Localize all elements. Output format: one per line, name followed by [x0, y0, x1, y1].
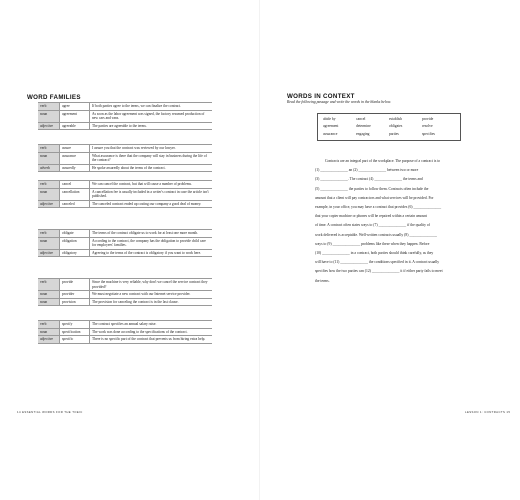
part-of-speech: adjective [38, 250, 59, 257]
part-of-speech: noun [38, 329, 59, 336]
right-page [260, 0, 520, 500]
passage-line-text: of time. A contract often states ways to (7) _______________ if the quality of [315, 223, 430, 228]
word-family-row [38, 189, 212, 201]
example-sentence: A cancellation fee is usually included in a writer's contract in case the article isn't published. [89, 189, 212, 200]
passage-line-text: (10) _______________ in a contract, both parties should think carefully, as they [315, 251, 434, 256]
word-form: obligatory [59, 250, 89, 257]
part-of-speech: adjective [38, 201, 59, 208]
passage-line [315, 231, 490, 240]
passage-line-text: amount that a client will pay contractors and what services will be provided. For [315, 195, 434, 200]
passage-line [315, 203, 490, 212]
word-family-row [38, 123, 212, 131]
part-of-speech: noun [38, 238, 59, 249]
part-of-speech: verb [38, 279, 59, 290]
word-family-row [38, 291, 212, 299]
passage-line-text: that your copier machine or phones will be repaired within a certain amount [315, 214, 428, 219]
word-form: provision [59, 299, 89, 306]
word-form: specify [59, 321, 89, 328]
word-family-row [38, 229, 212, 238]
word-family-row [38, 180, 212, 189]
passage-line [315, 185, 490, 194]
example-sentence: We must negotiate a new contract with our Internet service provider. [89, 291, 212, 298]
example-sentence: Agreeing to the terms of the contract is obligatory if you want to work here. [89, 250, 212, 257]
passage-line [315, 166, 490, 175]
word-family-row [38, 165, 212, 173]
word-form: assuredly [59, 165, 89, 172]
example-sentence: The work was done according to the specifications of the contract. [89, 329, 212, 336]
part-of-speech: verb [38, 145, 59, 152]
word-family-row [38, 144, 212, 153]
part-of-speech: noun [38, 111, 59, 122]
word-family-row [38, 153, 212, 165]
passage-line-text: ways to (9) _______________ problems like these when they happen. Before [315, 241, 430, 246]
example-sentence: The contract specifies an annual salary raise. [89, 321, 212, 328]
word-bank-item: agreement [323, 124, 339, 129]
word-family-row [38, 201, 212, 209]
passage-line [315, 267, 490, 276]
example-sentence: He spoke assuredly about the terms of the contract. [89, 165, 212, 172]
example-sentence: As soon as the labor agreement was signed, the factory resumed production of new cars and vans. [89, 111, 212, 122]
word-family-table [38, 229, 212, 257]
word-family-row [38, 102, 212, 111]
passage-line [315, 175, 490, 184]
word-family-row [38, 299, 212, 307]
word-form: agreeable [59, 123, 89, 130]
example-sentence: I assure you that the contract was reviewed by our lawyer. [89, 145, 212, 152]
passage [315, 157, 490, 286]
word-bank-item: engaging [356, 131, 370, 136]
example-sentence: If both parties agree to the terms, we can finalize the contract. [89, 103, 212, 110]
example-sentence: The provision for canceling the contract is in the last clause. [89, 299, 212, 306]
word-form: obligation [59, 238, 89, 249]
word-form: assure [59, 145, 89, 152]
passage-line [315, 157, 490, 166]
instruction-text: Read the following passage and write the words in the blanks below. [287, 100, 391, 104]
word-form: agreement [59, 111, 89, 122]
word-bank-item: specifies [422, 131, 435, 136]
word-bank-item: establish [389, 117, 402, 121]
word-form: cancellation [59, 189, 89, 200]
example-sentence: The canceled contract ended up costing our company a good deal of money. [89, 201, 212, 208]
passage-line [315, 277, 490, 286]
example-sentence: According to the contract, the company has the obligation to provide child care for employees' families. [89, 238, 212, 249]
example-sentence: What assurance is there that the company will stay in business during the life of the contract? [89, 153, 212, 164]
word-family-table [38, 320, 212, 344]
word-family-row [38, 111, 212, 123]
passage-line-text: will have to (11) _______________ the conditions specified in it. A contract usually [315, 260, 440, 265]
part-of-speech: verb [38, 181, 59, 188]
word-form: specification [59, 329, 89, 336]
word-form: specific [59, 336, 89, 343]
word-bank-item: provide [422, 117, 434, 121]
example-sentence: Since the machine is very reliable, why don't we cancel the service contract they provided? [89, 279, 212, 290]
words-in-context-title: WORDS IN CONTEXT [287, 93, 355, 100]
example-sentence: The terms of the contract obligate us to work for at least one more month. [89, 230, 212, 237]
part-of-speech: verb [38, 230, 59, 237]
passage-line [315, 221, 490, 230]
word-bank-item: resolve [422, 124, 433, 129]
word-form: canceled [59, 201, 89, 208]
word-form: agree [59, 103, 89, 110]
part-of-speech: adjective [38, 123, 59, 130]
part-of-speech: verb [38, 103, 59, 110]
word-family-row [38, 250, 212, 258]
word-form: cancel [59, 181, 89, 188]
word-bank-item: parties [389, 131, 399, 136]
word-form: provider [59, 291, 89, 298]
part-of-speech: noun [38, 153, 59, 164]
passage-line-text: specifies how the two parties can (12) _______________ it if either party fails to meet [315, 269, 443, 274]
word-family-row [38, 329, 212, 337]
word-form: provide [59, 279, 89, 290]
word-bank-item: abide by [323, 117, 336, 121]
example-sentence: We can cancel the contract, but that will cause a number of problems. [89, 181, 212, 188]
word-bank-item: obligates [389, 124, 403, 129]
right-page-footer: LESSON 1: CONTRACTS 15 [465, 410, 511, 414]
passage-line [315, 240, 490, 249]
part-of-speech: adverb [38, 165, 59, 172]
passage-line [315, 258, 490, 267]
passage-line-text: work delivered is acceptable. Well-written contracts usually (8) _______________ [315, 232, 438, 237]
passage-line-text: the terms. [315, 278, 330, 283]
passage-line-text: Contracts are an integral part of the workplace. The purpose of a contract is to [325, 159, 441, 163]
word-families-title: WORD FAMILIES [27, 94, 81, 101]
word-family-table [38, 180, 212, 208]
passage-line-text: (3) _______________. The contract (4) _______________ the terms and [315, 177, 423, 182]
word-family-table [38, 144, 212, 172]
example-sentence: There is no specific part of the contract that prevents us from hiring extra help. [89, 336, 212, 343]
word-bank-item: assurance [323, 131, 338, 136]
word-family-row [38, 336, 212, 344]
passage-line-text: (5) _______________ the parties to follow them. Contracts often include the [315, 186, 429, 191]
left-page-footer: 14 ESSENTIAL WORDS FOR THE TOEIC [17, 410, 83, 414]
word-family-row [38, 320, 212, 329]
word-family-table [38, 102, 212, 130]
passage-line [315, 194, 490, 203]
example-sentence: The parties are agreeable to the terms. [89, 123, 212, 130]
passage-line [315, 249, 490, 258]
part-of-speech: verb [38, 321, 59, 328]
word-family-row [38, 238, 212, 250]
word-bank-item: cancel [356, 117, 366, 121]
part-of-speech: noun [38, 189, 59, 200]
word-bank [317, 113, 461, 141]
passage-line-text: (1) _______________ an (2) _______________ between two or more [315, 168, 419, 173]
word-form: obligate [59, 230, 89, 237]
word-family-row [38, 278, 212, 291]
part-of-speech: noun [38, 299, 59, 306]
word-form: assurance [59, 153, 89, 164]
passage-line [315, 212, 490, 221]
part-of-speech: adjective [38, 336, 59, 343]
word-family-table [38, 278, 212, 306]
passage-line-text: example, in your office, you may have a contract that provides (6) _______________ [315, 205, 442, 210]
word-bank-item: determine [356, 124, 371, 129]
part-of-speech: noun [38, 291, 59, 298]
